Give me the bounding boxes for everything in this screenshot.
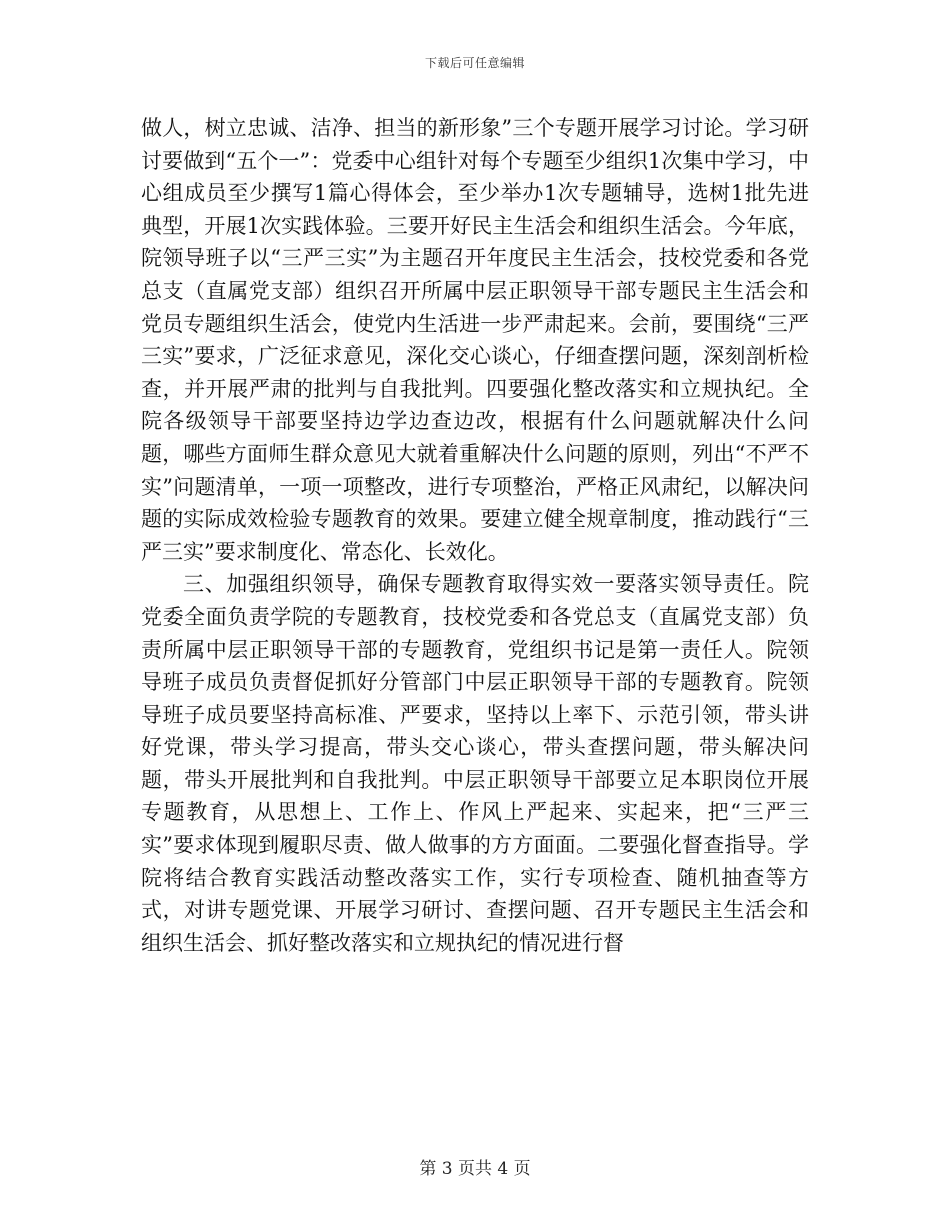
paragraph-section-three: 三、加强组织领导，确保专题教育取得实效一要落实领导责任。院党委全面负责学院的专题教育，技校党委和各党总支（直属党支部）负责所属中层正职领导干部的专题教育，党组织书记是第一责任人。院领导班子成员负责督促抓好分管部门中层正职领导干部的专题教育。院领导班子成员要坚持高标准、严要求，坚持以上率下、示范引领，带头讲好党课，带头学习提高，带头交心谈心，带头查摆问题，带头解决问题，带头开展批判和自我批判。中层正职领导干部要立足本职岗位开展专题教育，从思想上、工作上、作风上严起来、实起来，把“三严三实”要求体现到履职尽责、做人做事的方方面面。二要强化督查指导。学院将结合教育实践活动整改落实工作，实行专项检查、随机抽查等方式，对讲专题党课、开展学习研讨、查摆问题、召开专题民主生活会和组织生活会、抓好整改落实和立规执纪的情况进行督 xyxy=(141,572,809,955)
page-header: 下载后可任意编辑 xyxy=(424,56,525,70)
page-number-footer: 第 3 页共 4 页 xyxy=(419,1159,531,1179)
paragraph-continuation: 做人，树立忠诚、洁净、担当的新形象”三个专题开展学习讨论。学习研讨要做到“五个一”：党委中心组针对每个专题至少组织1次集中学习，中心组成员至少撰写1篇心得体会，至少举办1次专题辅导，选树1批先进典型，开展1次实践体验。三要开好民主生活会和组织生活会。今年底，院领导班子以“三严三实”为主题召开年度民主生活会，技校党委和各党总支（直属党支部）组织召开所属中层正职领导干部专题民主生活会和党员专题组织生活会，使党内生活进一步严肃起来。会前，要围绕“三严三实”要求，广泛征求意见，深化交心谈心，仔细查摆问题，深刻剖析检查，并开展严肃的批判与自我批判。四要强化整改落实和立规执纪。全院各级领导干部要坚持边学边查边改，根据有什么问题就解决什么问题，哪些方面师生群众意见大就着重解决什么问题的原则，列出“不严不实”问题清单，一项一项整改，进行专项整治，严格正风肃纪，以解决问题的实际成效检验专题教育的效果。要建立健全规章制度，推动践行“三严三实”要求制度化、常态化、长效化。 xyxy=(141,116,809,564)
document-body xyxy=(141,112,809,959)
